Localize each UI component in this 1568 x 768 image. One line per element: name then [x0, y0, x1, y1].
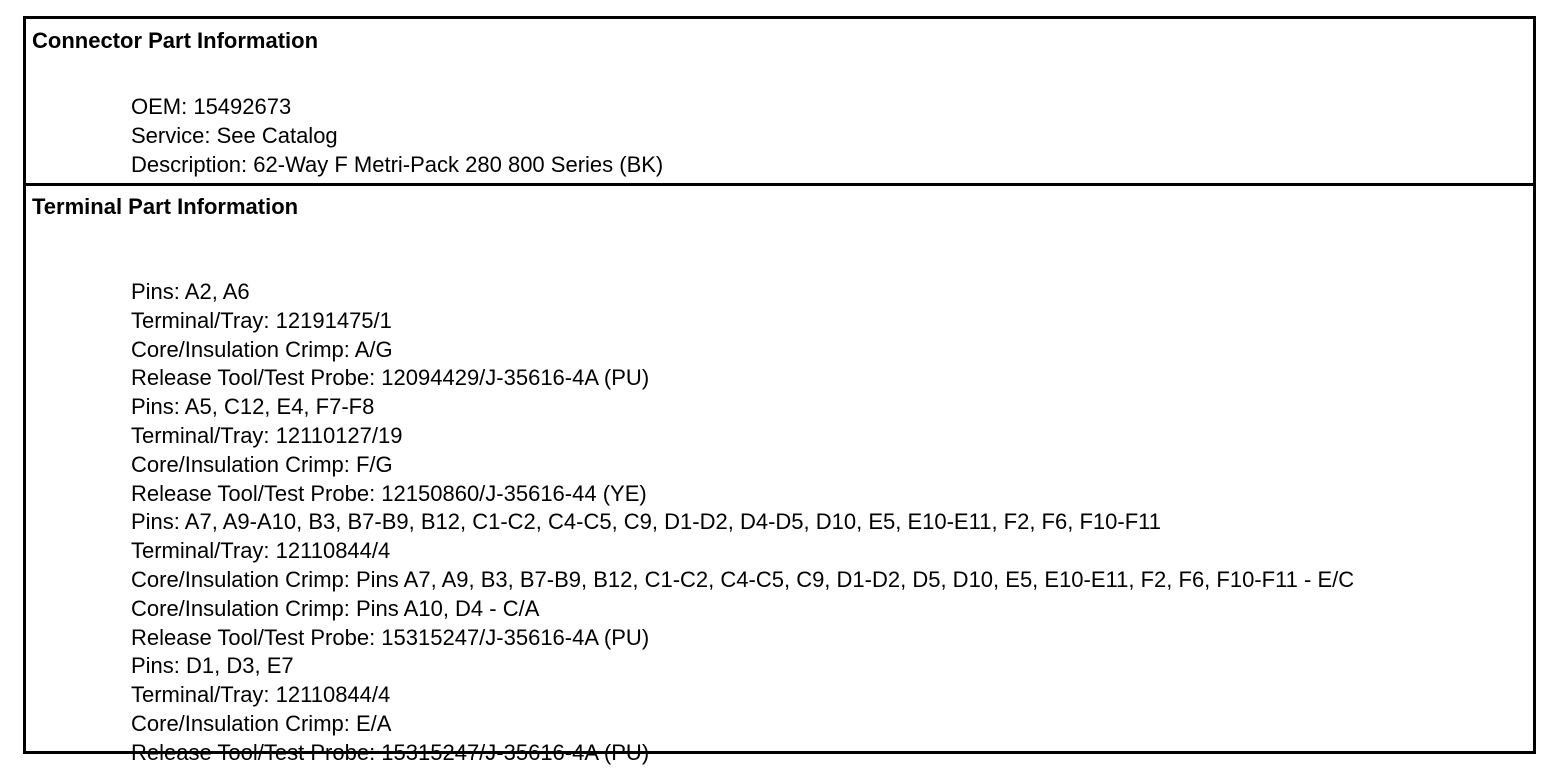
service-line: Service: See Catalog	[131, 122, 338, 148]
terminal-detail-line: Release Tool/Test Probe: 12150860/J-35616-44 (YE)	[131, 480, 647, 506]
terminal-detail-line: Pins: A5, C12, E4, F7-F8	[131, 394, 375, 420]
terminal-detail-line: Terminal/Tray: 12110127/19	[131, 422, 403, 448]
terminal-detail-line: Core/Insulation Crimp: A/G	[131, 336, 393, 362]
terminal-detail-line: Core/Insulation Crimp: Pins A7, A9, B3, B7-B9, B12, C1-C2, C4-C5, C9, D1-D2, D5, D10, E5, E10-E11, F2, F6, F10-F11 - E/C	[131, 566, 1355, 592]
terminal-detail-line: Release Tool/Test Probe: 12094429/J-35616-4A (PU)	[131, 365, 650, 391]
terminal-part-title: Terminal Part Information	[32, 194, 299, 219]
terminal-detail-line: Pins: A7, A9-A10, B3, B7-B9, B12, C1-C2, C4-C5, C9, D1-D2, D4-D5, D10, E5, E10-E11, F2, F6, F10-F11	[131, 509, 1161, 535]
terminal-detail-line: Terminal/Tray: 12110844/4	[131, 538, 391, 564]
connector-part-details	[131, 93, 663, 179]
connector-part-title: Connector Part Information	[32, 28, 319, 53]
terminal-detail-line: Core/Insulation Crimp: Pins A10, D4 - C/A	[131, 595, 540, 621]
terminal-detail-line: Terminal/Tray: 12110844/4	[131, 682, 391, 708]
terminal-detail-line: Core/Insulation Crimp: E/A	[131, 710, 392, 736]
terminal-detail-line: Terminal/Tray: 12191475/1	[131, 307, 392, 333]
terminal-detail-line: Release Tool/Test Probe: 15315247/J-35616-4A (PU)	[131, 624, 650, 650]
connector-info-table	[23, 16, 1536, 765]
terminal-part-details	[131, 278, 1354, 768]
terminal-detail-line: Pins: D1, D3, E7	[131, 653, 294, 679]
connector-part-section	[26, 19, 1533, 183]
oem-line: OEM: 15492673	[131, 94, 292, 119]
terminal-detail-line: Release Tool/Test Probe: 15315247/J-35616-4A (PU)	[131, 739, 650, 765]
terminal-detail-line: Core/Insulation Crimp: F/G	[131, 451, 393, 477]
description-line: Description: 62-Way F Metri-Pack 280 800 Series (BK)	[131, 151, 664, 177]
terminal-part-section	[26, 186, 1533, 765]
terminal-detail-line: Pins: A2, A6	[131, 279, 250, 304]
